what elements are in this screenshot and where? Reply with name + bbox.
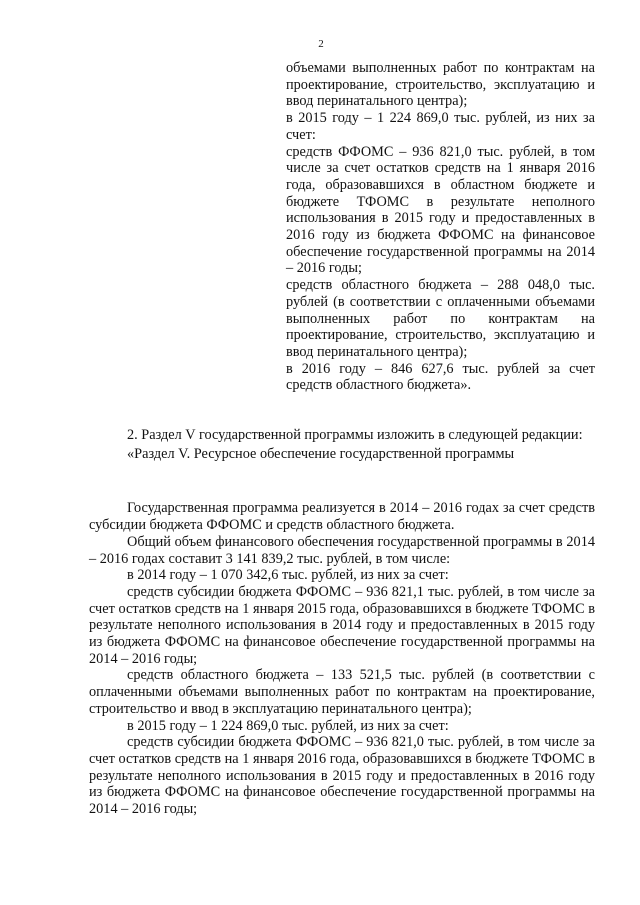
main-body-text [89, 427, 595, 818]
right-column-paragraph: средств ФФОМС – 936 821,0 тыс. рублей, в том числе за счет остатков средств на 1 января 2016 года, образовавшихся в областном бюджете и бюджете ТФОМС в результате неполного использования в 2015 году и предоставленных в 2016 году из бюджета ФФОМС на финансовое обеспечение государственной программы на 2014 – 2016 годы; [286, 143, 595, 277]
right-column-paragraph: средств областного бюджета – 288 048,0 тыс. рублей (в соответствии с оплаченными объемами выполненных работ по контрактам на проектирование, строительство, эксплуатацию и ввод перинатального центра); [286, 277, 595, 360]
body-paragraph: Общий объем финансового обеспечения государственной программы в 2014 – 2016 годах составит 3 141 839,2 тыс. рублей, в том числе: [89, 533, 595, 567]
body-paragraph: в 2015 году – 1 224 869,0 тыс. рублей, из них за счет: [127, 717, 449, 734]
amendment-item-2: 2. Раздел V государственной программы изложить в следующей редакции: [127, 427, 583, 443]
right-column-paragraph: в 2015 году – 1 224 869,0 тыс. рублей, из них за счет: [286, 110, 595, 143]
right-column-text [286, 60, 595, 394]
body-paragraph: средств субсидии бюджета ФФОМС – 936 821,0 тыс. рублей, в том числе за счет остатков средств на 1 января 2016 года, образовавшихся в бюджете ТФОМС в результате неполного использования в 2015 году и предоставленных в 2016 году из бюджета ФФОМС на финансовое обеспечение государственной программы на 2014 – 2016 годы; [89, 734, 595, 818]
section-heading: «Раздел V. Ресурсное обеспечение государственной программы [127, 445, 515, 462]
right-column-paragraph: объемами выполненных работ по контрактам на проектирование, строительство, эксплуатацию и ввод перинатального центра); [286, 60, 595, 110]
page-number: 2 [318, 38, 324, 50]
body-paragraph: в 2014 году – 1 070 342,6 тыс. рублей, из них за счет: [127, 567, 449, 584]
body-paragraph: Государственная программа реализуется в 2014 – 2016 годах за счет средств субсидии бюджета ФФОМС и средств областного бюджета. [89, 500, 595, 534]
body-paragraph: средств субсидии бюджета ФФОМС – 936 821,1 тыс. рублей, в том числе за счет остатков средств на 1 января 2015 года, образовавшихся в бюджете ТФОМС в результате неполного использования в 2014 году и предоставленных в 2015 году из бюджета ФФОМС на финансовое обеспечение государственной программы на 2014 – 2016 годы; [89, 583, 595, 667]
body-paragraph: средств областного бюджета – 133 521,5 тыс. рублей (в соответствии с оплаченными объемами выполненных работ по контрактам на проектирование, строительство и ввод в эксплуатацию перинатального центра); [89, 667, 595, 717]
right-column-paragraph: в 2016 году – 846 627,6 тыс. рублей за счет средств областного бюджета». [286, 360, 595, 394]
